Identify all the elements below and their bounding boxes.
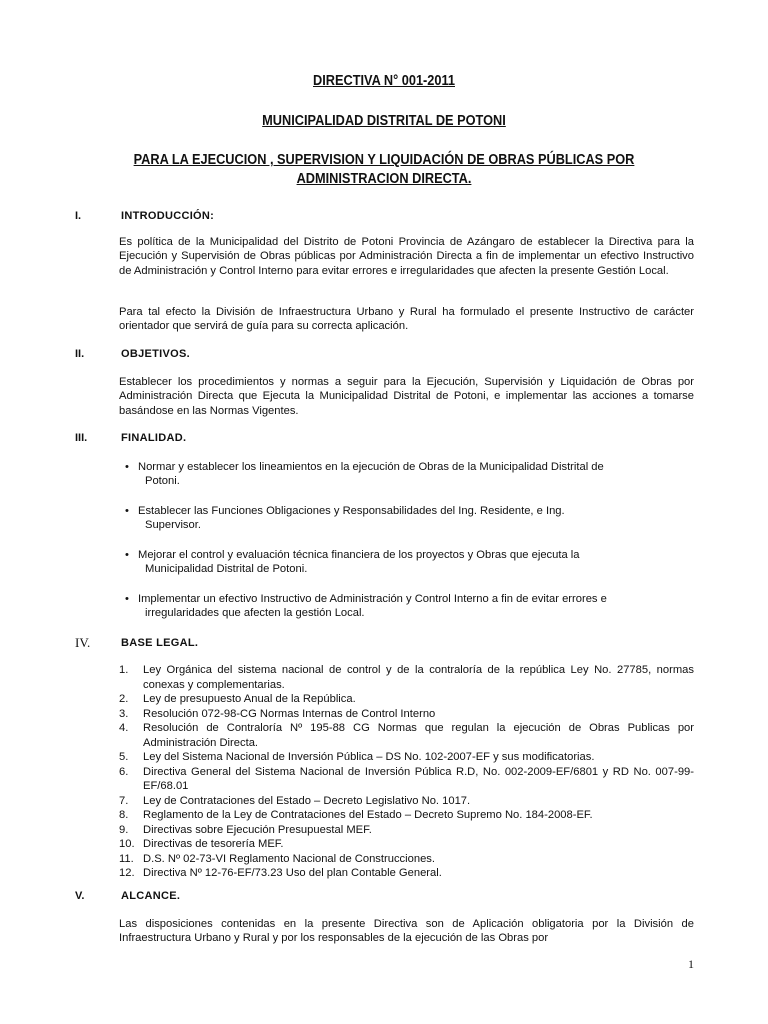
section-number: II. [75,348,85,360]
page-number: 1 [688,957,694,971]
bullet-text-continued: Municipalidad Distrital de Potoni. [145,563,308,576]
bullet-text: Normar y establecer los lineamientos en la ejecución de Obras de la Municipalidad Distrital de [138,461,604,473]
section-number: I. [75,210,82,222]
objetivos-paragraph: Establecer los procedimientos y normas a seguir para la Ejecución, Supervisión y Liquidación de Obras por Administración Directa que Ejecuta la Municipalidad Distrital de Potoni, e implementar las acciones a tomarse basándose en las Normas Vigentes. [119,376,694,417]
bullet-dot-icon: • [125,593,129,605]
base-legal-list [119,663,694,881]
list-item: 1. Ley Orgánica del sistema nacional de control y de la contraloría de la república Ley No. 27785, normas conexas y complementarias. [119,664,694,691]
list-item: 10. Directivas de tesorería MEF. [119,838,284,850]
list-item: 4. Resolución de Contraloría Nº 195-88 CG Normas que regulan la ejecución de Obras Publicas por Administración Directa. [119,722,694,749]
bullet-dot-icon: • [125,461,129,473]
section-number: V. [75,890,85,902]
bullet-dot-icon: • [125,549,129,561]
subject-title-line2: ADMINISTRACION DIRECTA. [296,171,472,187]
section-number: IV. [75,635,91,650]
list-item: 8. Reglamento de la Ley de Contrataciones del Estado – Decreto Supremo No. 184-2008-EF. [119,809,593,821]
section-title-base-legal: BASE LEGAL. [121,637,199,649]
section-title-alcance: ALCANCE. [121,890,181,902]
intro-paragraph-2: Para tal efecto la División de Infraestructura Urbano y Rural ha formulado el presente Instructivo de carácter orientador que servirá de guía para su correcta aplicación. [119,306,694,333]
section-number: III. [75,432,88,444]
intro-paragraph-1: Es política de la Municipalidad del Distrito de Potoni Provincia de Azángaro de establecer la Directiva para la Ejecución y Supervisión de Obras públicas por Administración Directa a fin de implementar un efectivo Instructivo de Administración y Control Interno para evitar errores e irregularidades que afecten la presente Gestión Local. [119,236,694,277]
municipality-title: MUNICIPALIDAD DISTRITAL DE POTONI [262,113,506,129]
bullet-text-continued: Potoni. [145,475,180,488]
list-item: 7. Ley de Contrataciones del Estado – Decreto Legislativo No. 1017. [119,794,471,807]
finalidad-bullet [125,460,694,489]
section-title-finalidad: FINALIDAD. [121,432,187,444]
list-item: 3. Resolución 072-98-CG Normas Internas de Control Interno [119,707,436,720]
section-title-objetivos: OBJETIVOS. [121,348,191,360]
list-item: 2. Ley de presupuesto Anual de la República. [119,693,356,705]
section-title-introduccion: INTRODUCCIÓN: [121,210,215,222]
list-item: 5. Ley del Sistema Nacional de Inversión Pública – DS No. 102-2007-EF y sus modificatorias. [119,751,595,763]
bullet-text: Implementar un efectivo Instructivo de Administración y Control Interno a fin de evitar errores e [138,593,607,605]
finalidad-bullet [125,592,694,621]
bullet-text: Establecer las Funciones Obligaciones y Responsabilidades del Ing. Residente, e Ing. [138,505,565,517]
list-item: 9. Directivas sobre Ejecución Presupuestal MEF. [119,823,372,836]
bullet-dot-icon: • [125,505,129,517]
bullet-text: Mejorar el control y evaluación técnica financiera de los proyectos y Obras que ejecuta la [138,549,580,561]
subject-title-line1: PARA LA EJECUCION , SUPERVISION Y LIQUIDACIÓN DE OBRAS PÚBLICAS POR [133,152,635,168]
finalidad-bullet [125,504,694,533]
bullet-text-continued: irregularidades que afecten la gestión Local. [145,607,365,620]
alcance-paragraph: Las disposiciones contenidas en la presente Directiva son de Aplicación obligatoria por la División de Infraestructura Urbano y Rural y por los responsables de la ejecución de las Obras por [119,918,694,945]
bullet-text-continued: Supervisor. [145,519,201,532]
list-item: 12. Directiva Nº 12-76-EF/73.23 Uso del plan Contable General. [119,867,442,879]
finalidad-bullet [125,548,694,577]
directive-title: DIRECTIVA N° 001-2011 [313,73,455,89]
list-item: 11. D.S. Nº 02-73-VI Reglamento Nacional de Construcciones. [119,852,435,865]
list-item: 6. Directiva General del Sistema Nacional de Inversión Pública R.D, No. 002-2009-EF/6801 y RD No. 007-99-EF/68.01 [119,765,694,792]
